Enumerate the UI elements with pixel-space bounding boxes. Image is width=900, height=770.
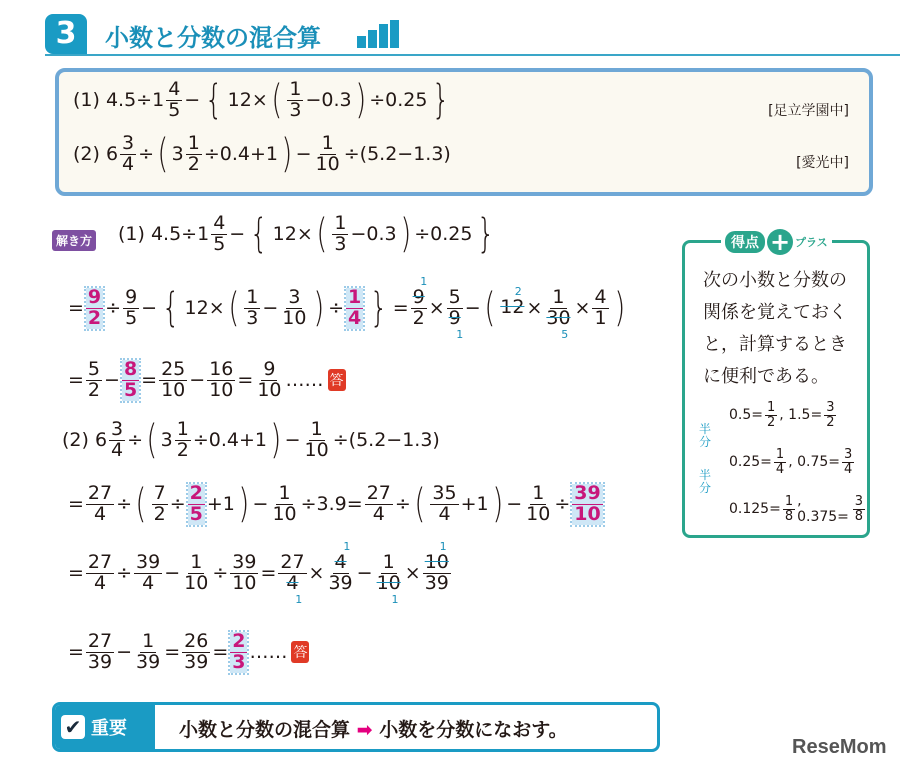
section-header	[45, 14, 900, 56]
difficulty-bars-icon	[357, 20, 399, 48]
math-text: 3	[171, 143, 184, 166]
math-text: ……	[249, 641, 288, 664]
denominator: 2	[826, 414, 835, 430]
cancel-result: 1	[439, 540, 447, 553]
fraction	[842, 448, 854, 476]
numerator: 1	[289, 78, 302, 100]
bracket: {	[161, 285, 180, 332]
bracket: {	[205, 77, 223, 124]
numerator: 1	[278, 482, 291, 504]
numerator: 1	[310, 418, 323, 440]
math-text: ÷	[116, 562, 133, 585]
numerator: 9	[412, 286, 425, 308]
math-text: ……	[285, 369, 324, 392]
math-text: −	[262, 297, 279, 320]
denominator: 10	[161, 378, 186, 401]
math-text: ×	[428, 297, 445, 320]
fraction	[287, 80, 303, 121]
fraction	[824, 401, 836, 429]
numerator: 1	[532, 482, 545, 504]
math-text: (1) 4.5÷1	[73, 89, 165, 112]
fraction	[175, 420, 191, 461]
highlighted-fraction	[188, 484, 205, 525]
denominator: 2	[153, 502, 166, 525]
numerator: 27	[87, 551, 113, 573]
key-point-text	[179, 715, 568, 742]
watermark-logo: ReseMom	[792, 736, 887, 758]
fraction	[86, 553, 114, 594]
denominator: 3	[246, 306, 259, 329]
fraction	[411, 275, 428, 329]
bracket: )	[270, 417, 282, 464]
denominator: 8	[854, 508, 863, 524]
solution-line	[68, 632, 309, 673]
denominator: 10	[232, 571, 257, 594]
math-text: =	[68, 493, 84, 516]
numerator: 1	[321, 132, 334, 154]
fraction	[765, 401, 777, 429]
numerator: 5	[448, 286, 461, 308]
numerator: 4	[168, 78, 181, 100]
math-text: −0.3	[350, 223, 397, 246]
numerator: 9	[263, 358, 276, 380]
denominator: 10	[282, 306, 307, 329]
math-text: (2) 6	[73, 143, 119, 166]
bracket: (	[135, 481, 147, 528]
denominator: 10	[526, 502, 551, 525]
denominator: 4	[438, 502, 451, 525]
math-text: =	[212, 641, 229, 664]
denominator: 4	[93, 502, 107, 525]
fraction	[853, 495, 865, 523]
cancel-result: 1	[456, 328, 464, 342]
tip-equation	[729, 448, 856, 476]
math-text: =	[68, 641, 84, 664]
numerator: 39	[232, 551, 257, 573]
numerator: 4	[594, 286, 607, 308]
plus-icon: +	[767, 229, 793, 255]
math-text: ÷	[127, 429, 144, 452]
numerator: 3	[854, 493, 863, 509]
math-text: ÷	[116, 493, 133, 516]
numerator: 1	[784, 493, 794, 509]
math-text: 12×	[272, 223, 313, 246]
denominator: 3	[289, 98, 302, 121]
math-text: 0.125=	[729, 501, 781, 517]
numerator: 5	[87, 358, 101, 380]
answer-mark: 答	[291, 641, 309, 663]
math-text: (1) 4.5÷1	[118, 223, 210, 246]
highlighted-fraction	[572, 484, 602, 525]
math-text: , 0.375=	[797, 493, 849, 525]
bracket: (	[414, 481, 426, 528]
numerator: 1	[187, 132, 200, 154]
math-text: ÷	[105, 297, 122, 320]
math-text: ×	[308, 562, 325, 585]
numerator: 26	[184, 630, 209, 652]
denominator: 2	[187, 152, 200, 175]
cancel-result: 1	[343, 540, 351, 553]
bracket: (	[271, 77, 283, 124]
denominator: 8	[784, 508, 794, 524]
fraction	[278, 551, 306, 607]
checkmark-icon: ✔	[61, 715, 85, 739]
fraction	[332, 214, 348, 255]
math-text: 12×	[184, 297, 225, 320]
numerator: 4	[213, 212, 226, 234]
cancel-result: 1	[420, 275, 428, 288]
tip-equation	[729, 493, 867, 525]
section-title: 小数と分数の混合算	[105, 24, 321, 52]
math-text: ×	[574, 297, 591, 320]
fraction	[314, 134, 342, 175]
arrow-right-icon: ➡	[356, 719, 373, 741]
problem-2-source: [愛光中]	[796, 155, 849, 171]
denominator: 10	[209, 378, 234, 401]
math-text: 0.25=	[729, 454, 772, 471]
fraction	[423, 540, 451, 594]
numerator: 1	[382, 551, 395, 573]
denominator: 2	[176, 438, 189, 461]
tip-text: 次の小数と分数の関係を覚えておくと，計算するときに便利である。	[703, 270, 847, 387]
numerator: 1	[176, 418, 189, 440]
fraction	[230, 553, 258, 594]
cancel-result: 1	[391, 593, 399, 607]
numerator: 16	[209, 358, 234, 380]
numerator: 3	[844, 447, 853, 462]
math-text: −	[464, 297, 481, 320]
denominator: 2	[87, 378, 101, 401]
math-text: ÷	[554, 493, 571, 516]
bracket: }	[432, 77, 451, 124]
math-text: 12×	[227, 89, 268, 112]
problem-box	[55, 68, 873, 196]
fraction	[326, 540, 354, 594]
bracket: (	[227, 285, 239, 332]
math-text: ÷	[394, 493, 411, 516]
denominator: 1	[594, 306, 607, 329]
numerator: 9	[87, 286, 102, 308]
solution-line	[68, 360, 346, 401]
math-text: −	[141, 297, 158, 320]
denominator: 4	[348, 306, 362, 329]
key-point-left: 小数と分数の混合算	[179, 719, 351, 741]
math-text: ÷0.25	[414, 223, 473, 246]
numerator: 3	[122, 132, 135, 154]
math-text: −	[104, 369, 120, 392]
bracket: )	[613, 285, 625, 332]
denominator: 30	[546, 306, 571, 329]
math-text: =	[237, 369, 254, 392]
numerator: 9	[125, 286, 138, 308]
highlighted-fraction	[230, 632, 247, 673]
math-text: −	[189, 369, 206, 392]
section-number: 3	[45, 14, 87, 54]
denominator: 4	[111, 438, 124, 461]
denominator: 5	[168, 98, 181, 121]
numerator: 10	[424, 551, 449, 573]
numerator: 27	[366, 482, 391, 504]
tip-plus-label: プラス	[795, 236, 828, 249]
solution-line	[62, 417, 440, 464]
bracket: )	[281, 131, 293, 178]
problem-2	[73, 131, 451, 178]
numerator: 2	[189, 482, 203, 504]
cancelled-number	[500, 285, 525, 319]
fraction	[134, 632, 162, 673]
numerator: 4	[334, 551, 347, 573]
math-text: =	[392, 297, 409, 320]
fraction	[211, 214, 227, 255]
math-text: −	[229, 223, 246, 246]
denominator: 3	[334, 232, 347, 255]
solution-line	[118, 211, 500, 258]
fraction	[134, 553, 162, 594]
math-text: ÷	[169, 493, 186, 516]
denominator: 10	[304, 438, 329, 461]
math-text: ÷(5.2−1.3)	[332, 429, 440, 452]
math-text: 12	[500, 296, 525, 319]
math-text: , 0.75=	[788, 454, 840, 471]
math-text: −	[164, 562, 181, 585]
denominator: 4	[844, 461, 853, 477]
math-text: −	[184, 89, 201, 112]
math-text: −	[506, 493, 523, 516]
fraction	[375, 551, 403, 607]
math-text: +1	[206, 493, 235, 516]
denominator: 10	[315, 152, 340, 175]
bracket: (	[483, 285, 495, 332]
numerator: 8	[123, 358, 138, 380]
math-text: ÷3.9=	[300, 493, 363, 516]
denominator: 2	[87, 306, 102, 329]
fraction	[255, 360, 283, 401]
denominator: 39	[87, 650, 113, 673]
problem-1-source: [足立学園中]	[768, 103, 849, 119]
fraction	[120, 134, 136, 175]
cancel-result: 2	[514, 285, 522, 299]
denominator: 4	[775, 461, 785, 477]
numerator: 3	[826, 400, 835, 415]
highlighted-fraction	[122, 360, 139, 401]
math-text: ÷0.4+1	[203, 143, 279, 166]
math-text: , 1.5=	[779, 407, 823, 424]
solution-line	[68, 275, 628, 342]
bracket: )	[491, 481, 503, 528]
fraction	[166, 80, 182, 121]
math-text: −	[356, 562, 373, 585]
numerator: 39	[136, 551, 161, 573]
bracket: {	[250, 211, 268, 258]
key-point-right: 小数を分数になおす。	[379, 719, 568, 741]
highlighted-fraction	[346, 288, 363, 329]
solution-line	[68, 481, 605, 528]
math-text: =	[260, 562, 277, 585]
math-text: −0.3	[305, 89, 352, 112]
denominator: 10	[574, 502, 601, 525]
math-text: ÷0.4+1	[192, 429, 268, 452]
cancel-result: 1	[295, 593, 303, 607]
bracket: (	[316, 211, 328, 258]
numerator: 1	[190, 551, 203, 573]
tip-label: 得点	[725, 231, 765, 253]
denominator: 4	[93, 571, 107, 594]
fraction	[244, 288, 260, 329]
tip-box	[682, 228, 870, 538]
math-text: =	[164, 641, 181, 664]
math-text: 3	[160, 429, 173, 452]
math-text: =	[68, 297, 84, 320]
fraction	[430, 484, 458, 525]
denominator: 39	[184, 650, 209, 673]
math-text: −	[116, 641, 133, 664]
math-text: +1	[460, 493, 489, 516]
fraction	[447, 286, 464, 342]
tip-equation	[729, 401, 838, 429]
bracket: (	[157, 131, 169, 178]
denominator: 2	[412, 306, 425, 329]
denominator: 39	[424, 571, 449, 594]
math-text: ×	[404, 562, 421, 585]
math-text: =	[68, 562, 84, 585]
answer-mark: 答	[328, 369, 346, 391]
denominator: 5	[213, 232, 226, 255]
solution-line	[68, 540, 453, 607]
key-point-label-area	[55, 705, 155, 749]
fraction	[207, 360, 235, 401]
math-text: =	[68, 369, 84, 392]
denominator: 10	[184, 571, 209, 594]
fraction	[783, 495, 795, 523]
fraction	[86, 484, 114, 525]
fraction	[159, 360, 187, 401]
denominator: 10	[376, 571, 401, 594]
denominator: 5	[123, 378, 138, 401]
denominator: 4	[372, 502, 385, 525]
key-point-label: 重要	[91, 718, 127, 739]
numerator: 3	[288, 286, 301, 308]
denominator: 39	[136, 650, 161, 673]
denominator: 4	[286, 571, 299, 594]
numerator: 1	[552, 286, 565, 308]
math-text: −	[295, 143, 312, 166]
fraction	[270, 484, 298, 525]
math-text: ÷	[328, 297, 344, 320]
bracket: }	[370, 285, 388, 332]
fraction	[544, 286, 572, 342]
solution-badge: 解き方	[52, 230, 96, 251]
bracket: )	[313, 285, 325, 332]
numerator: 1	[246, 286, 259, 308]
numerator: 3	[111, 418, 124, 440]
denominator: 9	[448, 306, 461, 329]
bracket: )	[399, 211, 411, 258]
numerator: 1	[767, 400, 776, 415]
fraction	[303, 420, 331, 461]
denominator: 3	[232, 650, 246, 673]
denominator: 4	[122, 152, 135, 175]
math-text: ÷	[138, 143, 155, 166]
numerator: 39	[574, 482, 601, 504]
math-text: ÷	[212, 562, 229, 585]
denominator: 5	[125, 306, 138, 329]
fraction	[365, 484, 393, 525]
denominator: 2	[767, 414, 776, 430]
half-label: 半分	[699, 422, 712, 449]
bracket: )	[238, 481, 250, 528]
denominator: 5	[189, 502, 203, 525]
math-text: (2) 6	[62, 429, 108, 452]
numerator: 35	[432, 482, 457, 504]
numerator: 1	[142, 630, 155, 652]
bracket: }	[477, 211, 496, 258]
fraction	[524, 484, 552, 525]
cancel-result: 5	[561, 328, 569, 342]
problem-1	[73, 77, 455, 124]
bracket: (	[146, 417, 158, 464]
denominator: 10	[272, 502, 297, 525]
math-text: =	[141, 369, 158, 392]
bracket: )	[354, 77, 366, 124]
numerator: 2	[232, 630, 246, 652]
tip-header	[721, 229, 832, 255]
math-text: 0.5=	[729, 407, 763, 424]
denominator: 4	[142, 571, 155, 594]
denominator: 10	[257, 378, 282, 401]
numerator: 25	[161, 358, 186, 380]
math-text: ÷(5.2−1.3)	[343, 143, 451, 166]
numerator: 1	[348, 286, 362, 308]
math-text: −	[284, 429, 301, 452]
fraction	[123, 288, 139, 329]
fraction	[182, 632, 210, 673]
numerator: 1	[775, 447, 785, 462]
fraction	[774, 448, 786, 476]
math-text: −	[252, 493, 269, 516]
fraction	[280, 288, 308, 329]
fraction	[86, 360, 102, 401]
key-point-bar	[52, 702, 660, 752]
fraction	[86, 632, 114, 673]
numerator: 27	[87, 482, 113, 504]
denominator: 39	[328, 571, 353, 594]
fraction	[182, 553, 210, 594]
math-text: ×	[526, 297, 543, 320]
fraction	[186, 134, 202, 175]
math-text: ÷0.25	[369, 89, 428, 112]
numerator: 27	[280, 551, 305, 573]
fraction	[592, 288, 608, 329]
fraction	[152, 484, 168, 525]
highlighted-fraction	[86, 288, 103, 329]
numerator: 7	[153, 482, 166, 504]
fraction	[109, 420, 125, 461]
numerator: 27	[87, 630, 113, 652]
half-label: 半分	[699, 468, 712, 495]
numerator: 1	[334, 212, 347, 234]
